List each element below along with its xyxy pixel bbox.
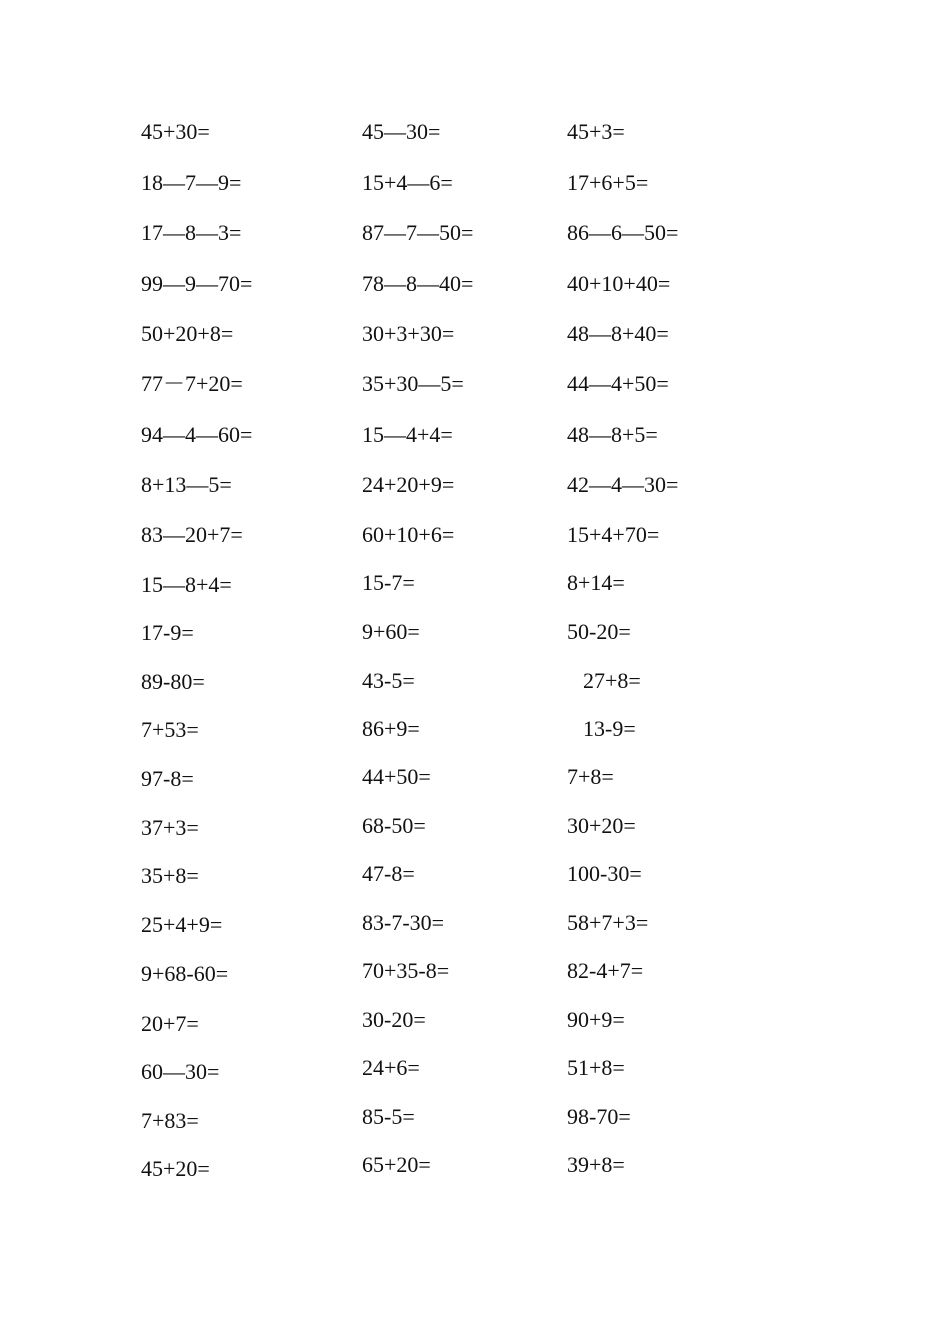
math-problem: 97-8= [141, 766, 194, 791]
math-problem: 83—20+7= [141, 522, 243, 547]
math-problem: 100-30= [567, 861, 642, 886]
math-problem: 45+20= [141, 1156, 210, 1181]
math-problem: 77－7+20= [141, 371, 243, 396]
math-problem: 24+20+9= [362, 472, 455, 497]
math-problem: 44+50= [362, 764, 431, 789]
math-problem: 86+9= [362, 716, 420, 741]
math-problem: 17+6+5= [567, 170, 649, 195]
math-problem: 9+68-60= [141, 961, 229, 986]
math-problem: 40+10+40= [567, 271, 671, 296]
math-problem: 17—8—3= [141, 220, 242, 245]
math-problem: 30+3+30= [362, 321, 455, 346]
math-problem: 90+9= [567, 1007, 625, 1032]
math-problem: 30+20= [567, 813, 636, 838]
math-problem: 45—30= [362, 119, 441, 144]
math-problem: 50+20+8= [141, 321, 234, 346]
math-problem: 65+20= [362, 1152, 431, 1177]
math-problem: 83-7-30= [362, 910, 445, 935]
math-problem: 47-8= [362, 861, 415, 886]
math-problem: 48—8+5= [567, 422, 658, 447]
math-problem: 24+6= [362, 1055, 420, 1080]
math-problem: 35+30—5= [362, 371, 464, 396]
math-problem: 7+83= [141, 1108, 199, 1133]
math-problem: 9+60= [362, 619, 420, 644]
math-problem: 94—4—60= [141, 422, 253, 447]
math-problem: 58+7+3= [567, 910, 649, 935]
math-problem: 50-20= [567, 619, 631, 644]
math-problem: 68-50= [362, 813, 426, 838]
math-problem: 98-70= [567, 1104, 631, 1129]
problem-column-1 [141, 0, 351, 1344]
math-problem: 8+13—5= [141, 472, 232, 497]
math-problem: 37+3= [141, 815, 199, 840]
math-problem: 7+53= [141, 717, 199, 742]
math-problem: 42—4—30= [567, 472, 679, 497]
math-problem: 45+30= [141, 119, 210, 144]
math-problem: 48—8+40= [567, 321, 669, 346]
math-problem: 35+8= [141, 863, 199, 888]
math-problem: 99—9—70= [141, 271, 253, 296]
math-problem: 17-9= [141, 620, 194, 645]
math-problem: 15+4—6= [362, 170, 453, 195]
math-problem: 44—4+50= [567, 371, 669, 396]
math-problem: 15—4+4= [362, 422, 453, 447]
problem-column-2 [362, 0, 572, 1344]
math-problem: 78—8—40= [362, 271, 474, 296]
math-problem: 87—7—50= [362, 220, 474, 245]
math-problem: 60+10+6= [362, 522, 455, 547]
problem-column-3 [567, 0, 777, 1344]
math-problem: 27+8= [583, 668, 641, 693]
math-problem: 60—30= [141, 1059, 220, 1084]
math-problem: 18—7—9= [141, 170, 242, 195]
math-problem: 20+7= [141, 1011, 199, 1036]
math-problem: 85-5= [362, 1104, 415, 1129]
math-problem: 15—8+4= [141, 572, 232, 597]
math-problem: 7+8= [567, 764, 614, 789]
math-problem: 25+4+9= [141, 912, 223, 937]
math-problem: 86—6—50= [567, 220, 679, 245]
math-problem: 82-4+7= [567, 958, 644, 983]
math-problem: 30-20= [362, 1007, 426, 1032]
math-problem: 51+8= [567, 1055, 625, 1080]
math-problem: 43-5= [362, 668, 415, 693]
math-problem: 70+35-8= [362, 958, 450, 983]
math-problem: 89-80= [141, 669, 205, 694]
math-problem: 13-9= [583, 716, 636, 741]
math-problem: 15+4+70= [567, 522, 660, 547]
math-problem: 8+14= [567, 570, 625, 595]
math-problem: 45+3= [567, 119, 625, 144]
math-problem: 39+8= [567, 1152, 625, 1177]
math-problem: 15-7= [362, 570, 415, 595]
